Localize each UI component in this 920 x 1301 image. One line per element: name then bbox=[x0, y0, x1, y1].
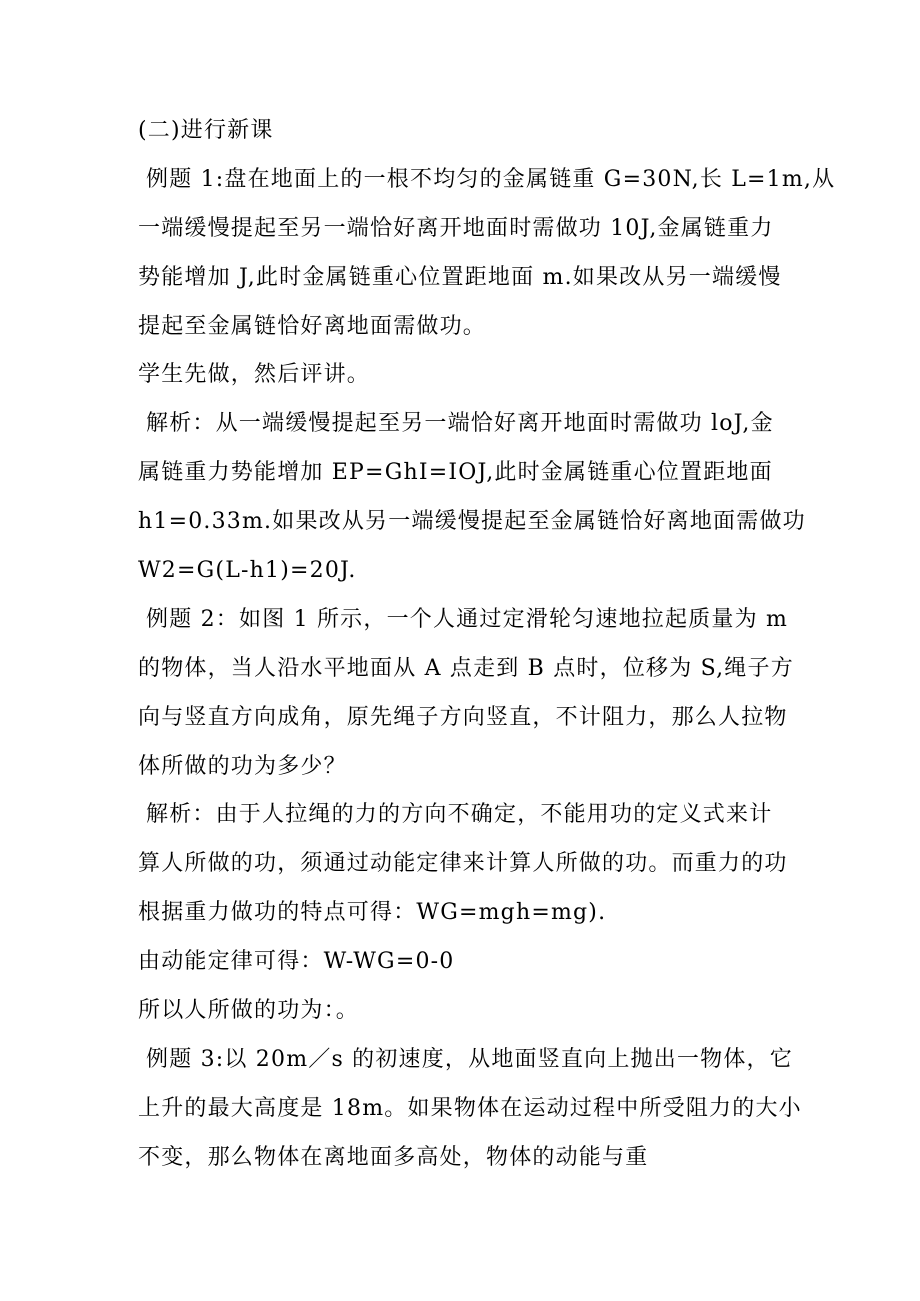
solution-1-text: W2=G(L-h1)=20J. bbox=[138, 558, 357, 584]
solution-2-text: 所以人所做的功为：。 bbox=[138, 998, 360, 1024]
document-body bbox=[138, 116, 836, 1192]
example-3-text: 不变，那么物体在离地面多高处，物体的动能与重 bbox=[138, 1144, 649, 1170]
solution-2-text: 算人所做的功，须通过动能定律来计算人所做的功。而重力的功 bbox=[138, 851, 788, 877]
example-3-text: 上升的最大高度是 18m。如果物体在运动过程中所受阻力的大小 bbox=[138, 1095, 802, 1121]
section-heading: (二)进行新课 bbox=[138, 118, 274, 143]
solution-1-text: 解析：从一端缓慢提起至另一端恰好离开地面时需做功 loJ,金 bbox=[146, 411, 774, 437]
example-1-text: 例题 1:盘在地面上的一根不均匀的金属链重 G=30N,长 L=1m,从 bbox=[146, 166, 836, 192]
example-3-text: 例题 3:以 20m／s 的初速度，从地面竖直向上抛出一物体，它 bbox=[146, 1046, 793, 1072]
example-1-text: 势能增加 J,此时金属链重心位置距地面 m.如果改从另一端缓慢 bbox=[138, 264, 782, 290]
example-1-text: 一端缓慢提起至另一端恰好离开地面时需做功 10J,金属链重力 bbox=[138, 215, 774, 241]
solution-1-text: 属链重力势能增加 EP=GhI=IOJ,此时金属链重心位置距地面 bbox=[138, 460, 773, 486]
solution-1-text: h1=0.33m.如果改从另一端缓慢提起至金属链恰好离地面需做功 bbox=[138, 509, 806, 535]
example-1-text: 提起至金属链恰好离地面需做功。 bbox=[138, 313, 487, 339]
solution-2-text: 由动能定律可得：W-WG=0-0 bbox=[138, 949, 455, 975]
solution-2-text: 解析：由于人拉绳的力的方向不确定，不能用功的定义式来计 bbox=[146, 802, 773, 828]
example-2-text: 体所做的功为多少？ bbox=[138, 753, 347, 779]
example-2-text: 的物体，当人沿水平地面从 A 点走到 B 点时，位移为 S,绳子方 bbox=[138, 655, 794, 681]
instruction-text: 学生先做，然后评讲。 bbox=[138, 362, 371, 388]
example-2-text: 向与竖直方向成角，原先绳子方向竖直，不计阻力，那么人拉物 bbox=[138, 704, 788, 730]
example-2-text: 例题 2：如图 1 所示，一个人通过定滑轮匀速地拉起质量为 m bbox=[146, 606, 789, 632]
solution-2-text: 根据重力做功的特点可得：WG=mgh=mg). bbox=[138, 900, 607, 926]
